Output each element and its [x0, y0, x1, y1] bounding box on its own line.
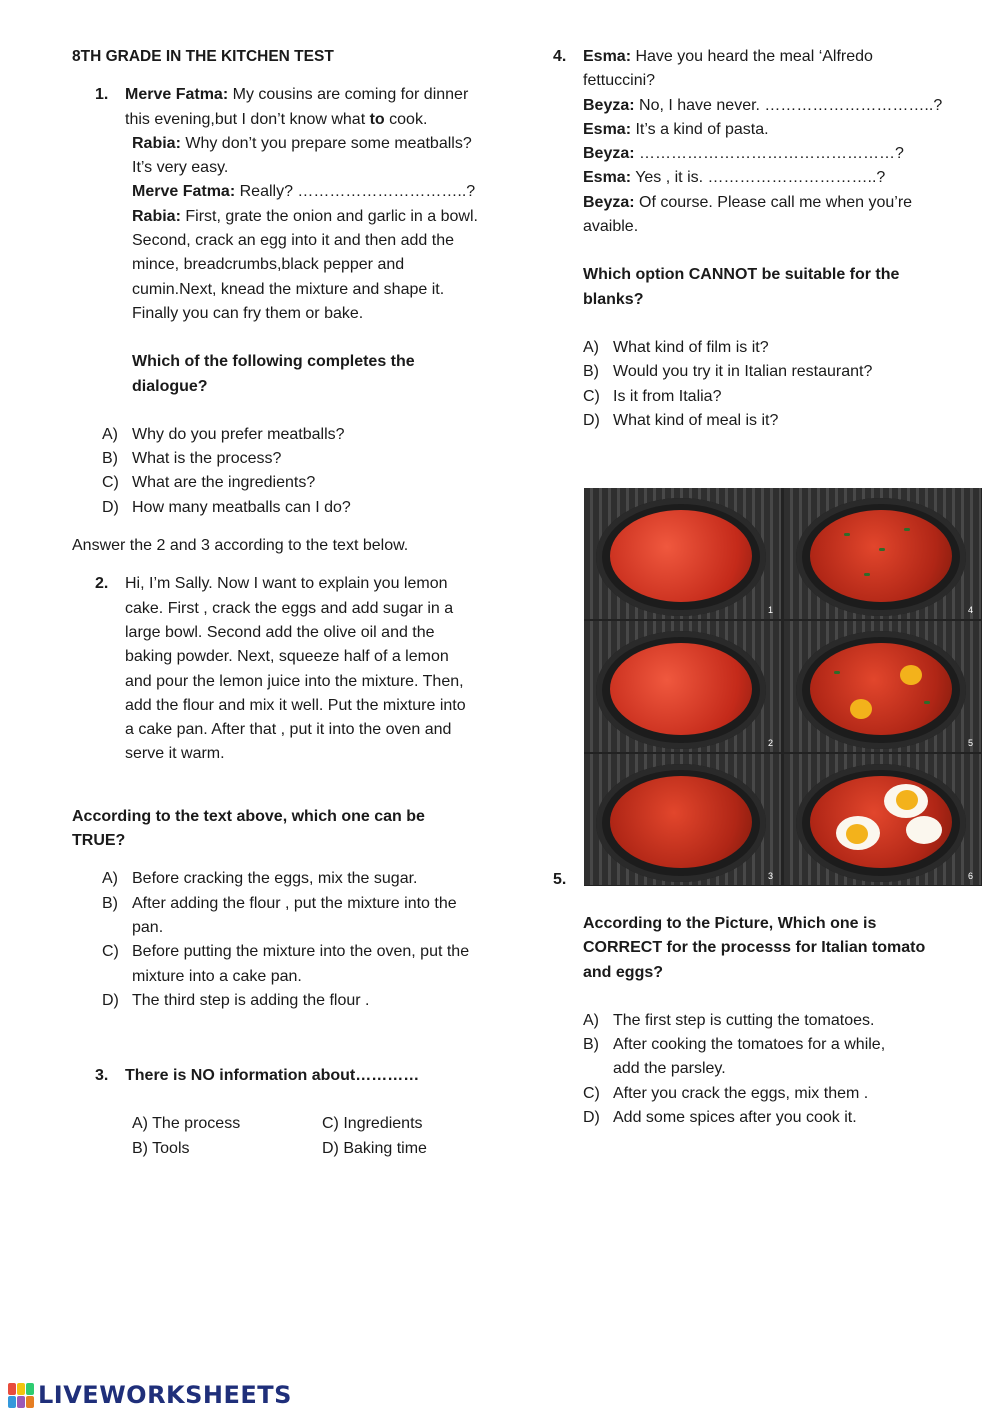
speaker: Rabia:	[132, 134, 181, 152]
question-5	[583, 912, 943, 1130]
dialogue-line	[583, 94, 943, 118]
step-photo-1	[584, 488, 781, 619]
option-text: After you crack the eggs, mix them .	[613, 1084, 869, 1102]
option-letter: C)	[102, 943, 119, 961]
option-text: After adding the flour , put the mixture into the pan.	[132, 894, 457, 936]
speaker: Esma:	[583, 120, 632, 138]
option-letter: B)	[102, 450, 118, 468]
logo-text: LIVEWORKSHEETS	[38, 1381, 292, 1409]
option-letter: B)	[583, 363, 599, 381]
chopped-tomatoes	[610, 510, 752, 602]
answer-options	[72, 867, 472, 1013]
option-text: The first step is cutting the tomatoes.	[613, 1011, 875, 1029]
left-column	[72, 45, 492, 1161]
parsley	[924, 701, 930, 704]
option-letter: B)	[132, 1139, 148, 1157]
dialogue-line	[583, 191, 943, 240]
step-photo-3	[584, 754, 781, 885]
option-letter: C)	[322, 1115, 339, 1133]
option-text: Would you try it in Italian restaurant?	[613, 363, 873, 381]
dialogue-block	[72, 132, 492, 399]
answer-options	[72, 1112, 492, 1161]
question-3	[72, 1064, 492, 1088]
option-d[interactable]	[322, 1137, 472, 1161]
photo-label: 1	[767, 605, 773, 615]
photo-label: 4	[967, 605, 973, 615]
option-text: Is it from Italia?	[613, 387, 722, 405]
option-a[interactable]	[72, 423, 492, 447]
option-text: Before cracking the eggs, mix the sugar.	[132, 870, 418, 888]
dialogue-text: cook.	[384, 110, 428, 128]
option-b[interactable]	[72, 447, 492, 471]
option-d[interactable]	[583, 1106, 943, 1130]
dialogue-line	[583, 45, 943, 94]
page-title: 8TH GRADE IN THE KITCHEN TEST	[72, 48, 334, 65]
speaker: Beyza:	[583, 193, 635, 211]
dialogue-text: First, grate the onion and garlic in a bowl. Second, crack an egg into it and then add the mince, breadcrumbs,black pepper and cumin.Next, knead the mixture and shape it. Finally you can fry them or bake.	[132, 207, 478, 322]
dialogue-text: …………………………………………?	[634, 145, 904, 163]
dialogue-text: Yes , it is. …………………………..?	[631, 169, 886, 187]
option-letter: D)	[583, 1109, 600, 1127]
speaker: Beyza:	[583, 96, 635, 114]
parsley	[904, 528, 910, 531]
dialogue-line	[583, 166, 943, 190]
egg-yolk	[896, 790, 918, 810]
option-letter: C)	[583, 1084, 600, 1102]
option-d[interactable]	[72, 989, 472, 1013]
egg-yolk	[846, 824, 868, 844]
option-letter: B)	[102, 894, 118, 912]
option-text: What kind of film is it?	[613, 338, 769, 356]
speaker: Esma:	[583, 48, 632, 65]
question-number: 4.	[553, 48, 567, 65]
option-text: After cooking the tomatoes for a while, add the parsley.	[613, 1036, 886, 1078]
egg-yolk	[850, 699, 872, 719]
egg-yolk	[900, 665, 922, 685]
question-4	[553, 45, 943, 312]
cooked-egg	[906, 816, 942, 844]
question-number: 5.	[553, 871, 567, 888]
option-a[interactable]	[132, 1112, 322, 1136]
option-b[interactable]	[72, 892, 472, 941]
option-b[interactable]	[132, 1137, 322, 1161]
right-column	[553, 45, 943, 433]
option-letter: C)	[583, 387, 600, 405]
cooking-tomatoes	[610, 643, 752, 735]
option-text: Ingredients	[343, 1115, 423, 1133]
option-text: What kind of meal is it?	[613, 411, 779, 429]
answer-options	[583, 1009, 943, 1130]
speaker: Esma:	[583, 169, 632, 187]
speaker: Rabia:	[132, 207, 181, 225]
option-b[interactable]	[553, 360, 943, 384]
question-prompt: Which option CANNOT be suitable for the blanks?	[583, 266, 900, 308]
question-prompt: According to the Picture, Which one is CORRECT for the processs for Italian tomato and eggs?	[583, 915, 926, 981]
cooking-steps-photo	[584, 488, 982, 886]
question-1	[72, 83, 492, 132]
dialogue-text: Of course. Please call me when you’re avaible.	[583, 193, 913, 236]
option-c[interactable]	[322, 1112, 472, 1136]
tomato-sauce-with-parsley	[810, 510, 952, 602]
parsley	[879, 548, 885, 551]
question-prompt: According to the text above, which one can be TRUE?	[72, 807, 425, 850]
dialogue-text: Why don’t you prepare some meatballs? It’s very easy.	[132, 134, 472, 177]
option-text: What are the ingredients?	[132, 474, 316, 492]
dialogue-line	[583, 142, 943, 166]
question-2	[72, 572, 475, 766]
question-number: 1.	[95, 86, 109, 104]
speaker: Merve Fatma:	[125, 86, 229, 104]
parsley	[844, 533, 850, 536]
option-d[interactable]	[553, 409, 943, 433]
option-letter: C)	[102, 474, 119, 492]
dialogue-line	[125, 83, 492, 132]
dialogue-blank: Really? …………………………..?	[239, 183, 476, 201]
dialogue-text: Have you heard the meal ‘Alfredo fettuccini?	[583, 48, 873, 90]
liveworksheets-logo-icon	[8, 1383, 34, 1408]
photo-label: 5	[967, 738, 973, 748]
dialogue-line	[583, 118, 943, 142]
speaker: Merve Fatma:	[132, 183, 236, 201]
question-number: 3.	[95, 1067, 109, 1085]
dialogue-text: It’s a kind of pasta.	[631, 120, 769, 138]
option-letter: A)	[102, 870, 118, 888]
question-number: 2.	[95, 575, 109, 593]
option-text: The third step is adding the flour .	[132, 991, 370, 1009]
option-text: How many meatballs can I do?	[132, 498, 351, 516]
option-a[interactable]	[553, 336, 943, 360]
instruction-text: Answer the 2 and 3 according to the text below.	[72, 537, 409, 555]
bold-word: to	[369, 110, 385, 128]
option-letter: B)	[583, 1036, 599, 1054]
photo-label: 3	[767, 871, 773, 881]
dialogue-line	[132, 180, 492, 204]
dialogue-text: No, I have never. …………………………..?	[634, 96, 943, 114]
option-text: Tools	[152, 1139, 190, 1157]
option-d[interactable]	[72, 496, 492, 520]
question-prompt: Which of the following completes the dialogue?	[132, 353, 415, 395]
option-text: The process	[152, 1115, 241, 1133]
dialogue-text: My cousins are coming for dinner this evening,but I don’t know what	[125, 86, 469, 128]
option-letter: D)	[102, 991, 119, 1009]
option-letter: D)	[583, 411, 600, 429]
question-prompt: There is NO information about…………	[125, 1067, 420, 1085]
option-a[interactable]	[583, 1009, 943, 1033]
step-photo-5	[784, 621, 981, 752]
answer-options	[72, 423, 492, 520]
dialogue-line	[132, 132, 492, 181]
option-b[interactable]	[583, 1033, 913, 1082]
photo-label: 6	[967, 871, 973, 881]
option-text: What is the process?	[132, 450, 282, 468]
option-letter: A)	[132, 1115, 148, 1133]
simmered-tomatoes	[610, 776, 752, 868]
option-letter: D)	[102, 498, 119, 516]
step-photo-6	[784, 754, 981, 885]
parsley	[834, 671, 840, 674]
option-text: Baking time	[343, 1139, 427, 1157]
option-c[interactable]	[72, 940, 472, 989]
option-c[interactable]	[553, 385, 943, 409]
step-photo-4	[784, 488, 981, 619]
option-letter: D)	[322, 1139, 339, 1157]
option-letter: A)	[583, 1011, 599, 1029]
dialogue-line	[132, 205, 492, 326]
option-letter: A)	[102, 425, 118, 443]
option-letter: A)	[583, 338, 599, 356]
option-c[interactable]	[72, 471, 492, 495]
answer-options	[553, 336, 943, 433]
step-photo-2	[584, 621, 781, 752]
speaker: Beyza:	[583, 145, 635, 163]
liveworksheets-logo	[8, 1381, 292, 1409]
photo-label: 2	[767, 738, 773, 748]
option-text: Before putting the mixture into the oven, put the mixture into a cake pan.	[132, 943, 470, 985]
tomato-sauce	[810, 643, 952, 735]
option-text: Add some spices after you cook it.	[613, 1109, 857, 1127]
reading-text: Hi, I’m Sally. Now I want to explain you lemon cake. First , crack the eggs and add sugar in a large bowl. Second add the olive oil and the baking powder. Next, squeeze half of a lemon and pour the lemon juice into the mixture. Then, add the flour and mix it well. Put the mixture into a cake pan. After that , put it into the oven and serve it warm.	[125, 575, 466, 763]
option-c[interactable]	[583, 1082, 943, 1106]
option-text: Why do you prefer meatballs?	[132, 425, 345, 443]
parsley	[864, 573, 870, 576]
option-a[interactable]	[72, 867, 472, 891]
